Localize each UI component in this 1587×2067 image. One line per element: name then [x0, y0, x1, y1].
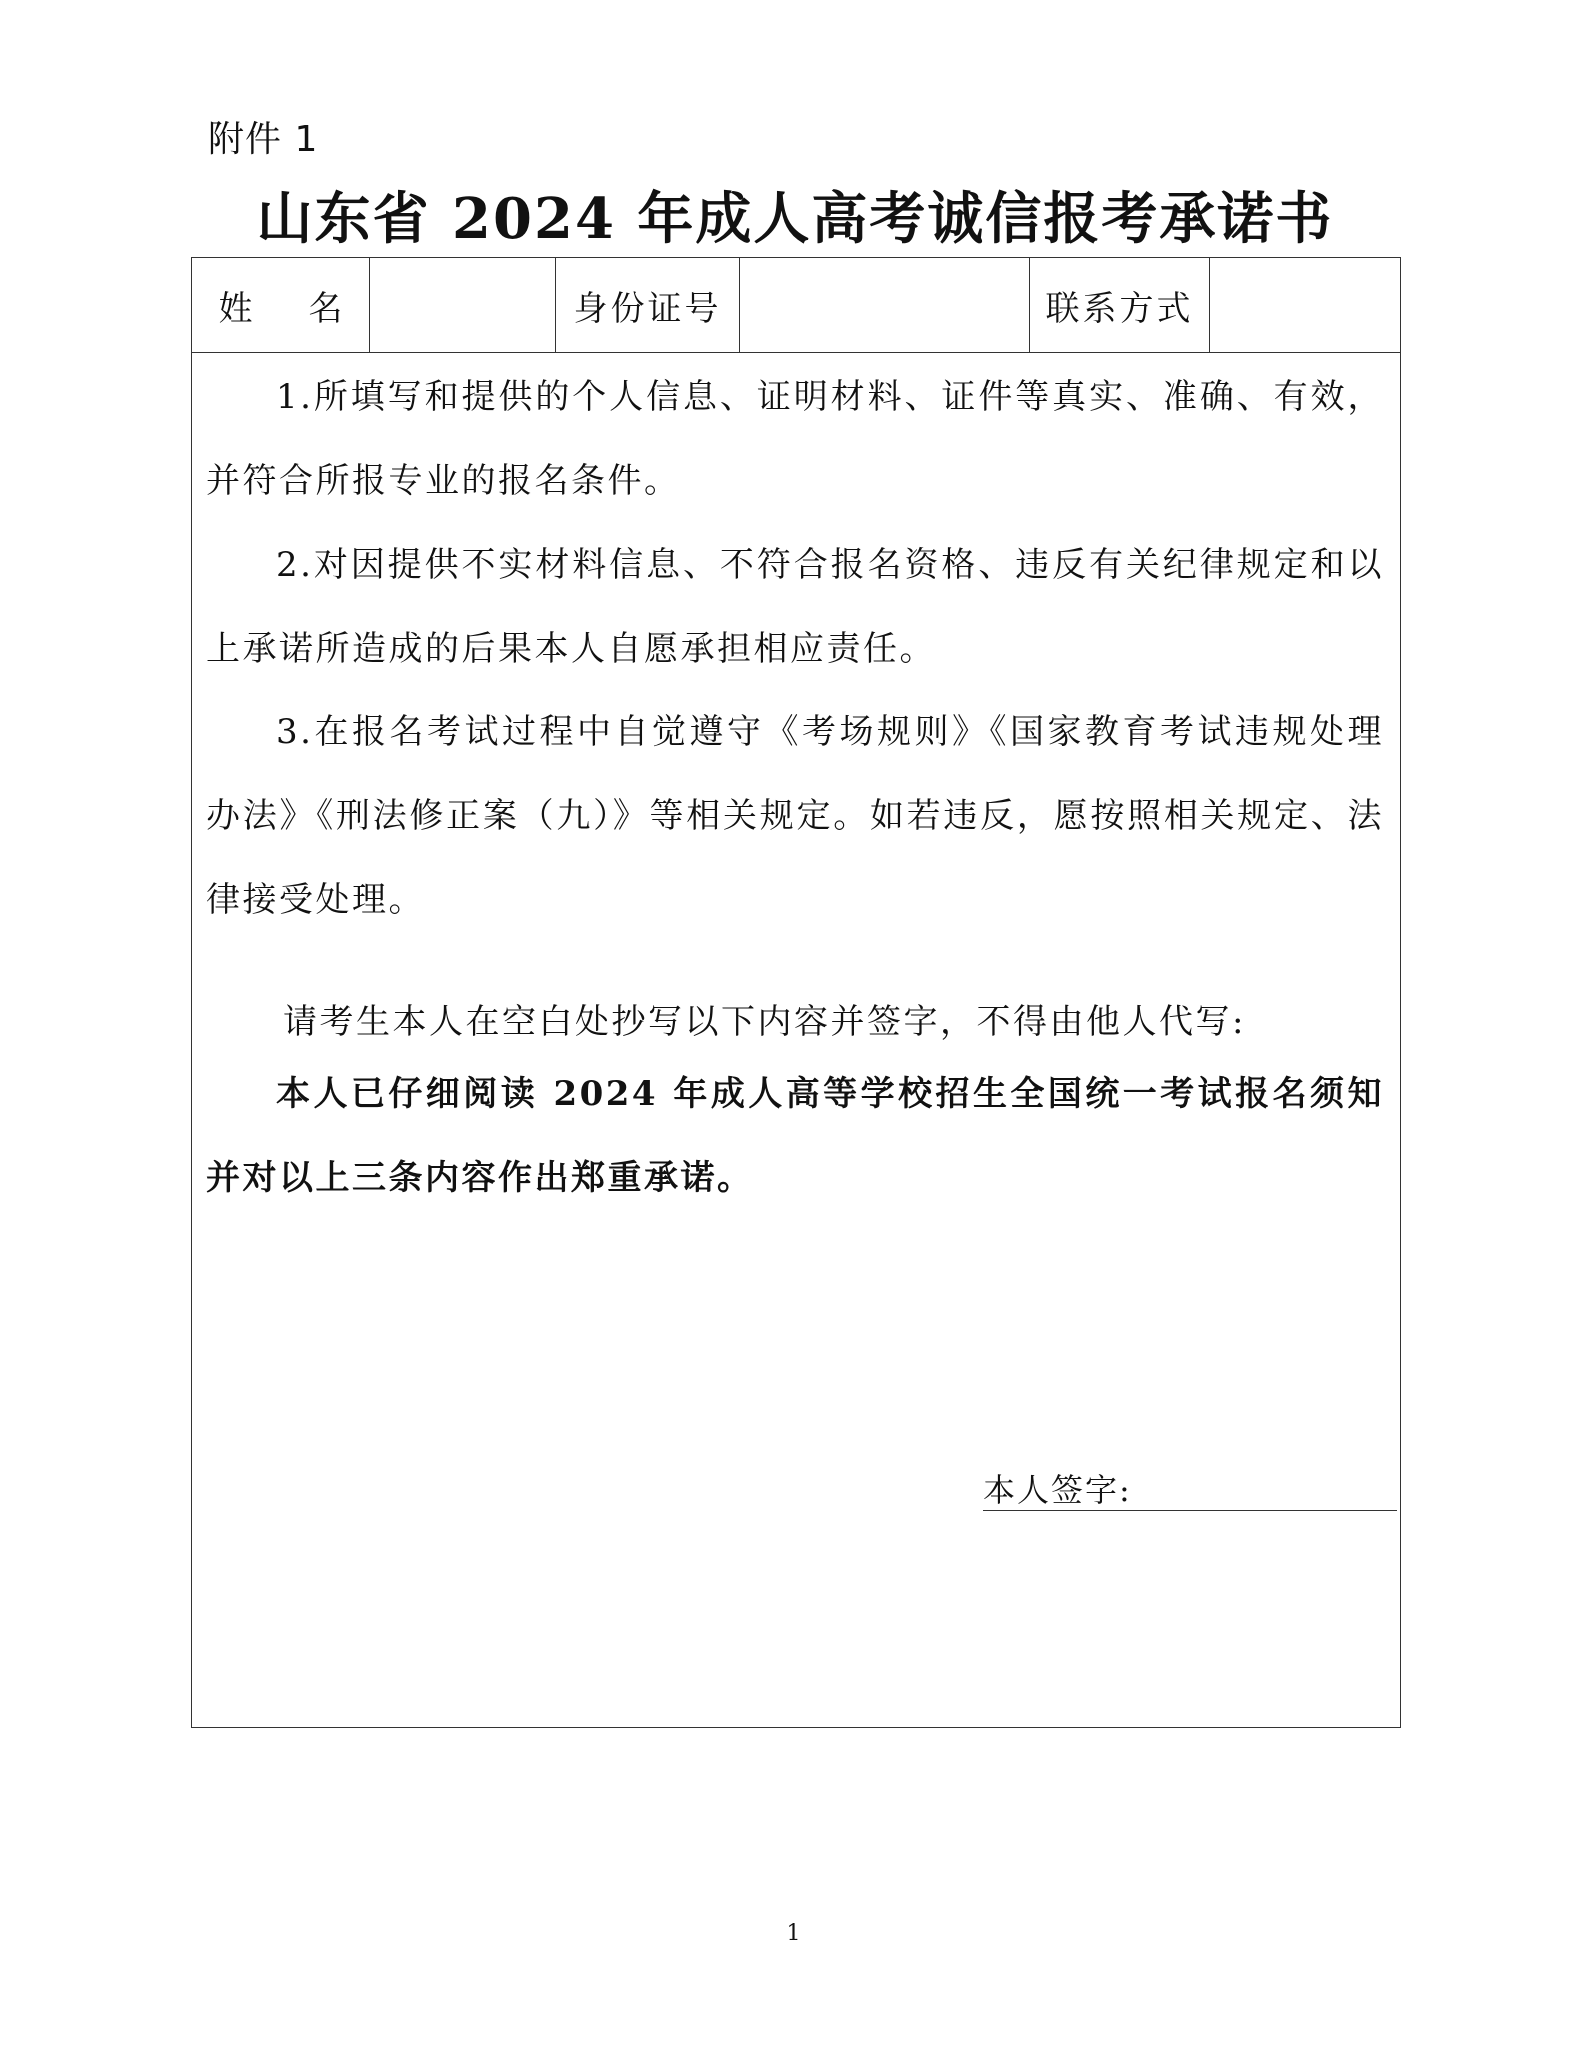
header-row — [192, 258, 1400, 353]
contact-field[interactable] — [1210, 258, 1400, 352]
signature-line[interactable] — [983, 1470, 1397, 1511]
id-number-label: 身份证号 — [556, 258, 740, 352]
copy-instruction: 请考生本人在空白处抄写以下内容并签字，不得由他人代写: — [283, 1002, 1246, 1042]
name-field[interactable] — [370, 258, 556, 352]
pledge-item-1: 1.所填写和提供的个人信息、证明材料、证件等真实、准确、有效，并符合所报专业的报名条件。 — [206, 377, 1384, 501]
id-number-field[interactable] — [740, 258, 1030, 352]
pledge-item-3: 3.在报名考试过程中自觉遵守《考场规则》《国家教育考试违规处理办法》《刑法修正案（九）》等相关规定。如若违反，愿按照相关规定、法律接受处理。 — [206, 712, 1384, 920]
name-label — [192, 258, 370, 352]
pledge-item-2: 2.对因提供不实材料信息、不符合报名资格、违反有关纪律规定和以上承诺所造成的后果本人自愿承担相应责任。 — [206, 545, 1384, 669]
name-label-char-1: 姓 — [218, 288, 253, 329]
attachment-label: 附件 1 — [208, 119, 319, 160]
signature-label: 本人签字: — [983, 1471, 1132, 1509]
name-label-char-2: 名 — [308, 288, 343, 329]
document-title: 山东省 2024 年成人高考诚信报考承诺书 — [256, 186, 1334, 252]
contact-label: 联系方式 — [1030, 258, 1210, 352]
page-number: 1 — [786, 1921, 801, 1946]
handwrite-area-text[interactable]: 本人已仔细阅读 2024 年成人高等学校招生全国统一考试报名须知并对以上三条内容作出郑重承诺。 — [206, 1074, 1384, 1198]
